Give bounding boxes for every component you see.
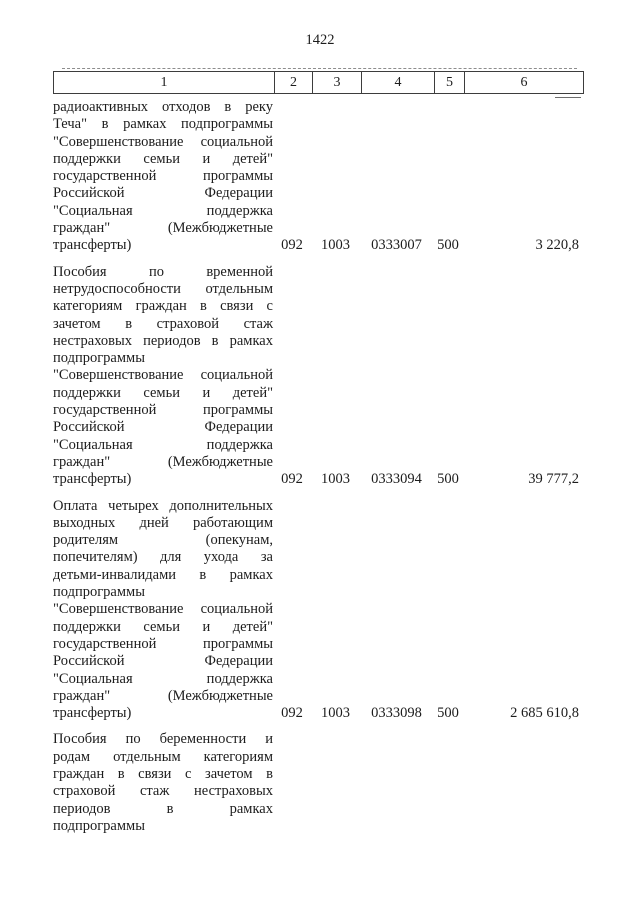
header-col-4: 4	[361, 72, 434, 93]
description-line: категориям граждан в связи с	[53, 298, 273, 315]
row-description	[53, 264, 273, 489]
description-line: "Совершенствование социальной	[53, 601, 273, 618]
row-cell-col2: 092	[281, 471, 303, 488]
description-line: подпрограммы	[53, 817, 145, 834]
description-line: трансферты)	[53, 471, 132, 488]
row-cell-col5: 500	[437, 471, 459, 488]
description-line: подпрограммы	[53, 584, 145, 601]
description-line: государственной программы	[53, 635, 273, 652]
description-line: родам отдельным категориям	[53, 748, 273, 765]
row-cell-col3: 1003	[321, 237, 350, 254]
description-line: родителям (опекунам,	[53, 532, 273, 549]
row-cell-col4: 0333098	[371, 705, 422, 722]
description-line: "Социальная поддержка	[53, 670, 273, 687]
description-line: Российской Федерации	[53, 419, 273, 436]
row-cell-col5: 500	[437, 705, 459, 722]
row-cell-col6: 39 777,2	[528, 471, 579, 488]
description-line: Оплата четырех дополнительных	[53, 497, 273, 514]
table-body	[53, 94, 584, 835]
description-line: Теча" в рамках подпрограммы	[53, 116, 273, 133]
table-row	[53, 731, 584, 835]
description-line: Российской Федерации	[53, 653, 273, 670]
description-line: граждан" (Межбюджетные	[53, 453, 273, 470]
row-description	[53, 731, 273, 835]
description-line: страховой стаж нестраховых	[53, 783, 273, 800]
row-cell-col5: 500	[437, 237, 459, 254]
description-line: "Социальная поддержка	[53, 436, 273, 453]
header-col-1: 1	[160, 74, 168, 90]
row-cell-col3: 1003	[321, 705, 350, 722]
row-cell-col2: 092	[281, 705, 303, 722]
table-row	[53, 498, 584, 723]
description-line: радиоактивных отходов в реку	[53, 99, 273, 115]
description-line: Российской Федерации	[53, 185, 273, 202]
table-row	[53, 264, 584, 489]
row-cell-col4: 0333007	[371, 237, 422, 254]
row-cell-col2: 092	[281, 237, 303, 254]
description-line: зачетом в страховой стаж	[53, 315, 273, 332]
description-line: "Совершенствование социальной	[53, 367, 273, 384]
description-line: государственной программы	[53, 168, 273, 185]
description-line: нетрудоспособности отдельным	[53, 280, 273, 297]
description-line: подпрограммы	[53, 350, 145, 367]
description-line: выходных дней работающим	[53, 514, 273, 531]
header-col-6: 6	[464, 72, 583, 93]
description-line: нестраховых периодов в рамках	[53, 332, 273, 349]
header-col-3: 3	[312, 72, 361, 93]
description-line: поддержки семьи и детей"	[53, 150, 273, 167]
description-line: попечителям) для ухода за	[53, 549, 273, 566]
description-line: граждан" (Межбюджетные	[53, 687, 273, 704]
header-col-5: 5	[434, 72, 464, 93]
description-line: "Социальная поддержка	[53, 202, 273, 219]
description-line: государственной программы	[53, 402, 273, 419]
header-col-2: 2	[274, 72, 312, 93]
page-number: 1422	[305, 32, 335, 48]
row-cell-col6: 3 220,8	[535, 237, 579, 254]
description-line: поддержки семьи и детей"	[53, 618, 273, 635]
description-line: детьми-инвалидами в рамках	[53, 566, 273, 583]
description-line: трансферты)	[53, 705, 132, 722]
row-cell-col6: 2 685 610,8	[510, 705, 579, 722]
row-description	[53, 498, 273, 723]
description-line: трансферты)	[53, 237, 132, 254]
table-row	[53, 99, 584, 255]
description-line: Пособия по беременности и	[53, 731, 273, 748]
budget-table	[53, 71, 584, 844]
row-cell-col3: 1003	[321, 471, 350, 488]
description-line: граждан в связи с зачетом в	[53, 765, 273, 782]
description-line: Пособия по временной	[53, 263, 273, 280]
row-cell-col4: 0333094	[371, 471, 422, 488]
description-line: поддержки семьи и детей"	[53, 384, 273, 401]
row-description	[53, 99, 273, 255]
table-header-row	[53, 71, 584, 94]
description-line: периодов в рамках	[53, 800, 273, 817]
description-line: граждан" (Межбюджетные	[53, 220, 273, 237]
description-line: "Совершенствование социальной	[53, 133, 273, 150]
